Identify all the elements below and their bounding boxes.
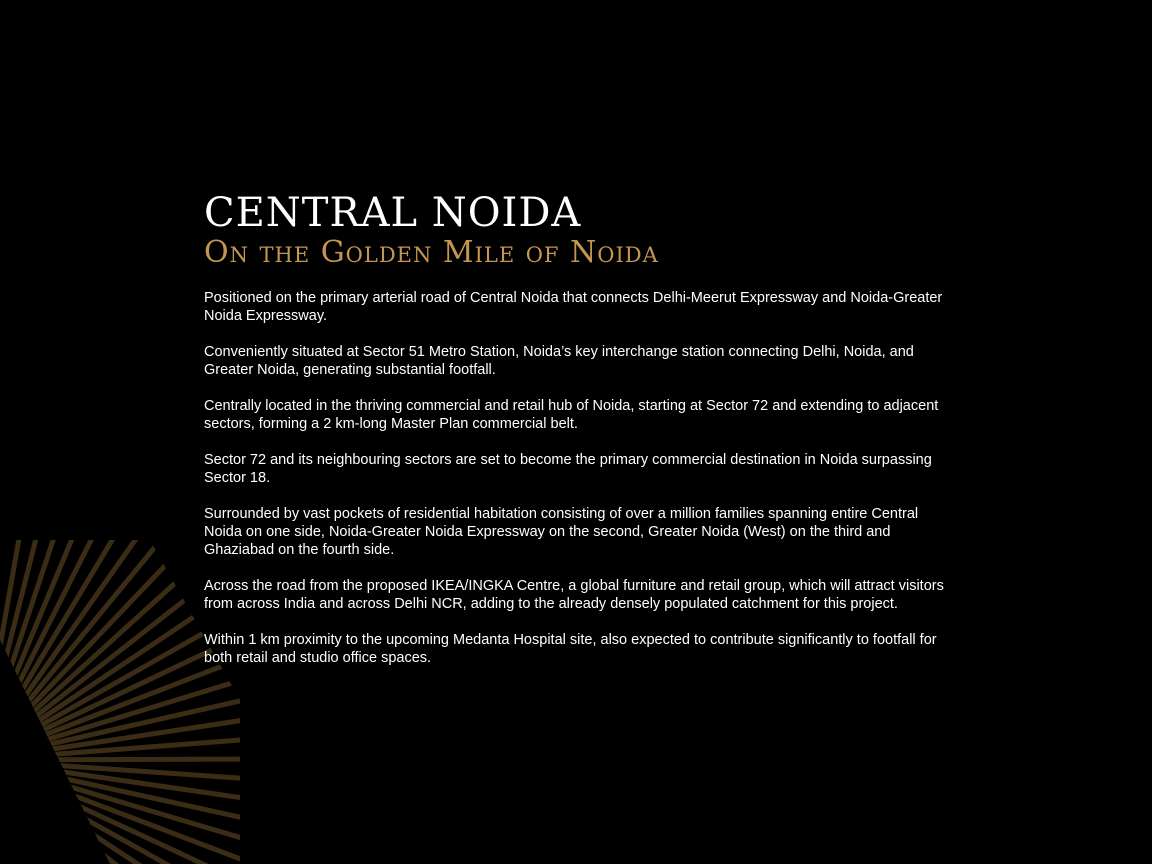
main-content xyxy=(204,190,954,685)
paragraph-metro-station: Conveniently situated at Sector 51 Metro Station, Noida’s key interchange station connecting Delhi, Noida, and Greater Noida, generating substantial footfall. xyxy=(204,344,914,378)
page-title: CENTRAL NOIDA xyxy=(204,190,582,236)
paragraph-arterial-road: Positioned on the primary arterial road of Central Noida that connects Delhi-Meerut Expressway and Noida-Greater Noida Expressway. xyxy=(204,290,943,324)
paragraph-ikea-centre: Across the road from the proposed IKEA/INGKA Centre, a global furniture and retail group, which will attract visitors from across India and across Delhi NCR, adding to the already densely populated catchment for this project. xyxy=(204,578,944,612)
decorative-ray xyxy=(40,759,300,760)
page-subtitle: On the Golden Mile of Noida xyxy=(204,235,659,270)
paragraph-residential-habitation: Surrounded by vast pockets of residential habitation consisting of over a million families spanning entire Central Noida on one side, Noida-Greater Noida Expressway on the second, Greater Noida (West) on the third and Ghaziabad on the fourth side. xyxy=(204,506,919,558)
decorative-ray xyxy=(27,563,232,723)
paragraph-list xyxy=(204,289,954,667)
decorative-ray xyxy=(15,499,165,711)
paragraph-medanta-hospital: Within 1 km proximity to the upcoming Medanta Hospital site, also expected to contribute significantly to footfall for both retail and studio office spaces. xyxy=(204,632,937,666)
paragraph-sector-72: Sector 72 and its neighbouring sectors are set to become the primary commercial destination in Noida surpassing Sector 18. xyxy=(204,452,932,486)
paragraph-commercial-hub: Centrally located in the thriving commercial and retail hub of Noida, starting at Sector 72 and extending to adjacent sectors, forming a 2 km-long Master Plan commercial belt. xyxy=(204,398,939,432)
